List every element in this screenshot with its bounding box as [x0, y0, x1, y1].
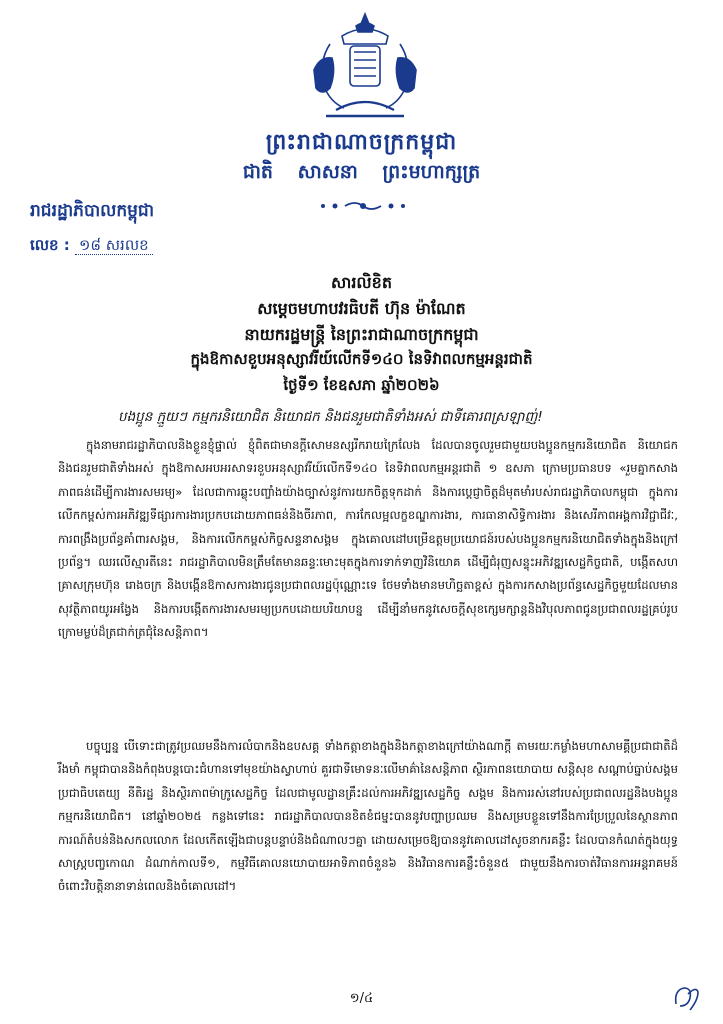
royal-coat-of-arms-emblem [300, 10, 430, 122]
handwritten-initial-signature [670, 980, 702, 1014]
kingdom-title: ព្រះរាជាណាចក្រកម្ពុជា [265, 130, 458, 155]
document-number [30, 236, 153, 258]
body-paragraph-1: ក្នុងនាមរាជរដ្ឋាភិបាលនិងខ្លួនខ្ញុំផ្ទាល់ ខ្ញុំពិតជាមានក្តីសោមនស្សរីករាយក្រៃលែង ដែលបានចូលរួមជាមួយបងប្អូនកម្មករនិយោជិត និយោជក និងជនរួមជាតិទាំងអស់ ក្នុងឱកាសអបអរសាទរខួបអនុស្សាវរីយ៍លើកទី១៤០ នៃទិវាពលកម្មអន្តរជាតិ ១ ឧសភា ក្រោមប្រធានបទ «រួមគ្នាកសាងភាពធន់ដើម្បីការងារសមរម្យ» ដែលជាការឆ្លុះបញ្ចាំងយ៉ាងច្បាស់នូវការយកចិត្តទុកដាក់ និងការប្តេជ្ញាចិត្តដ៏មុតមាំរបស់រាជរដ្ឋាភិបាលកម្ពុជា ក្នុងការលើកកម្ពស់ការអភិវឌ្ឍទីផ្សារការងារប្រកបដោយភាពធន់និងចីរភាព, ការកែលម្អលក្ខខណ្ឌការងារ, ការធានាសិទ្ធិការងារ និងសេរីភាពអង្គការវិជ្ជាជីវៈ, ការពង្រឹងប្រព័ន្ធគាំពារសង្គម, និងការលើកកម្ពស់កិច្ចសន្ទនាសង្គម ក្នុងគោលដៅបម្រើឧត្តមប្រយោជន៍របស់បងប្អូនកម្មករនិយោជិតទាំងក្នុងនិងក្រៅប្រព័ន្ធ។ ឈរលើស្មារតីនេះ រាជរដ្ឋាភិបាលមិនត្រឹមតែមានឆន្ទៈមោះមុតក្នុងការទាក់ទាញវិនិយោគ ដើម្បីជំរុញសន្ទុះអភិវឌ្ឍសេដ្ឋកិច្ចជាតិ, បង្កើតសហគ្រាសក្រុមហ៊ុន រោងចក្រ និងបង្កើនឱកាសការងារជូនប្រជាពលរដ្ឋប៉ុណ្ណោះទេ ថែមទាំងមានមហិច្ឆតាខ្ពស់ ក្នុងការកសាងប្រព័ន្ធសេដ្ឋកិច្ចមួយដែលមានសុវត្ថិភាពយូរអង្វែង និងការបង្កើតការងារសមរម្យប្រកបដោយបរិយាបន្ន ដើម្បីនាំមកនូវសេចក្តីសុខក្សេមក្សាន្តនិងវិបុលភាពជូនប្រជាពលរដ្ឋគ្រប់រូប ក្រោមម្លប់ដ៏ត្រជាក់ត្រជុំនៃសន្តិភាព។ [58, 438, 678, 640]
document-number-label: លេខ : [30, 236, 70, 254]
author-name: សម្តេចមហាបវរធិបតី ហ៊ុន ម៉ាណែត [257, 299, 466, 318]
government-name: រាជរដ្ឋាភិបាលកម្ពុជា [30, 201, 155, 221]
salutation: បងប្អូន ក្មួយៗ កម្មករនិយោជិត និយោជក និងជនរួមជាតិទាំងអស់ ជាទីគោរពស្រឡាញ់! [118, 409, 543, 425]
ornament-divider-icon [315, 198, 411, 214]
national-motto: ជាតិ សាសនា ព្រះមហាក្សត្រ [242, 161, 481, 183]
document-number-value: ១៨ សរលខ [75, 236, 153, 255]
page-number: ១/៤ [349, 991, 374, 1006]
occasion-line: ក្នុងឱកាសខួបអនុស្សាវរីយ៍លើកទី១៤០ នៃទិវាពលកម្មអន្តរជាតិ [190, 350, 533, 368]
letter-title: សារលិខិត [331, 273, 392, 292]
body-paragraph-2: បច្ចុប្បន្ន បើទោះជាត្រូវប្រឈមនឹងការលំបាកនិងឧបសគ្គ ទាំងកត្តាខាងក្នុងនិងកត្តាខាងក្រៅយ៉ាងណាក្តី តាមរយៈកម្លាំងមហាសាមគ្គីប្រជាជាតិដ៏រឹងមាំ កម្ពុជាបាននិងកំពុងបន្តបោះជំហានទៅមុខយ៉ាងស្វាហាប់ គួរជាទីមោទនៈលើមាគ៌ានៃសន្តិភាព ស្ថិរភាពនយោបាយ សន្តិសុខ សណ្តាប់ធ្នាប់សង្គម ប្រជាធិបតេយ្យ នីតិរដ្ឋ និងស្ថិរភាពម៉ាក្រូសេដ្ឋកិច្ច ដែលជាមូលដ្ឋានគ្រឹះដល់ការអភិវឌ្ឍសេដ្ឋកិច្ច សង្គម និងការរស់នៅរបស់ប្រជាពលរដ្ឋនិងបងប្អូនកម្មករនិយោជិត។ នៅឆ្នាំ២០២៥ កន្លងទៅនេះ រាជរដ្ឋាភិបាលបានខិតខំជម្នះបាននូវបញ្ហាប្រឈម និងសម្របខ្លួនទៅនឹងការប្រែប្រួលនៃស្ថានភាពការណ៍តំបន់និងសកលលោក ដែលកើតឡើងជាបន្តបន្ទាប់និងជំណាលៗគ្នា ដោយសម្រេចឱ្យបាននូវគោលដៅសូចនាករគន្លឹះ ដែលបានកំណត់ក្នុងយុទ្ធសាស្ត្របញ្ចកោណ ដំណាក់កាលទី១, កម្មវិធីគោលនយោបាយអាទិភាពចំនួន៦ និងវិធានការគន្លឹះចំនួន៥ ជាមួយនឹងការចាត់វិធានការអន្តរាគមន៍ចំពោះវិបត្តិនានាទាន់ពេលនិងចំគោលដៅ។ [58, 739, 678, 894]
letter-date: ថ្ងៃទី១ ខែឧសភា ឆ្នាំ២០២៦ [283, 376, 440, 394]
author-position: នាយករដ្ឋមន្ត្រី នៃព្រះរាជាណាចក្រកម្ពុជា [244, 325, 479, 344]
